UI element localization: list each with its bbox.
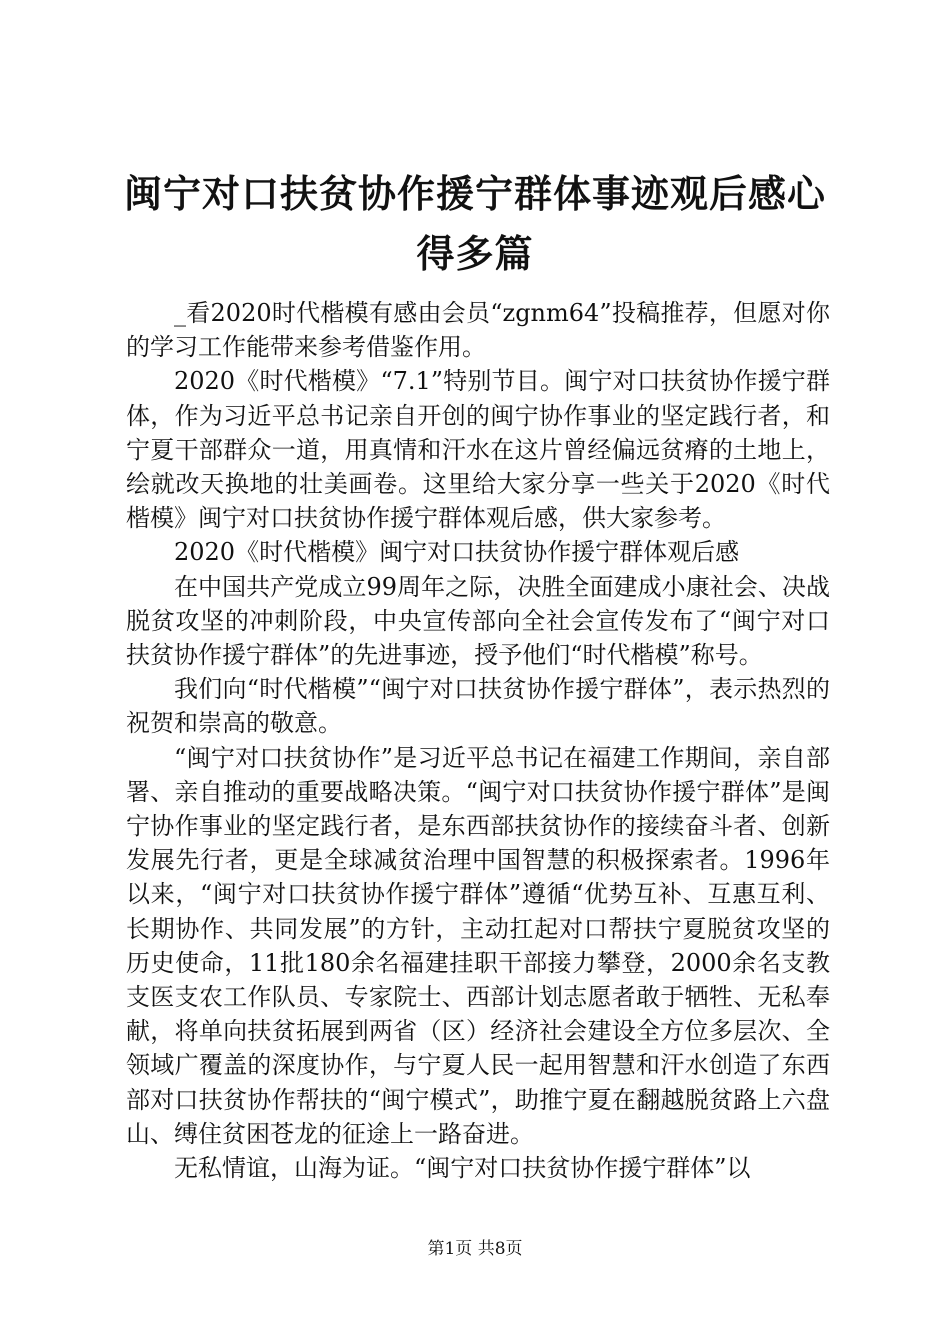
paragraph-congratulations: 我们向“时代楷模”“闽宁对口扶贫协作援宁群体”，表示热烈的祝贺和崇高的敬意。 xyxy=(126,675,830,738)
paragraph-intro: _看2020时代楷模有感由会员“zgnm64”投稿推荐，但愿对你的学习工作能带来参考借鉴作用。 xyxy=(126,299,830,362)
document-title: 闽宁对口扶贫协作援宁群体事迹观后感心得多篇 xyxy=(123,172,826,276)
document-body xyxy=(126,296,830,1185)
page-footer: 第1页 共8页 xyxy=(427,1239,523,1259)
paragraph-history: “闽宁对口扶贫协作”是习近平总书记在福建工作期间，亲自部署、亲自推动的重要战略决策。“闽宁对口扶贫协作援宁群体”是闽宁协作事业的坚定践行者，是东西部扶贫协作的接续奋斗者、创新发展先行者，更是全球减贫治理中国智慧的积极探索者。1996年以来，“闽宁对口扶贫协作援宁群体”遵循“优势互补、互惠互利、长期协作、共同发展”的方针，主动扛起对口帮扶宁夏脱贫攻坚的历史使命，11批180余名福建挂职干部接力攀登，2000余名支教支医支农工作队员、专家院士、西部计划志愿者敢于牺牲、无私奉献，将单向扶贫拓展到两省（区）经济社会建设全方位多层次、全领域广覆盖的深度协作，与宁夏人民一起用智慧和汗水创造了东西部对口扶贫协作帮扶的“闽宁模式”，助推宁夏在翻越脱贫路上六盘山、缚住贫困苍龙的征途上一路奋进。 xyxy=(126,743,830,1148)
paragraph-announcement: 在中国共产党成立99周年之际，决胜全面建成小康社会、决战脱贫攻坚的冲刺阶段，中央宣传部向全社会宣传发布了“闽宁对口扶贫协作援宁群体”的先进事迹，授予他们“时代楷模”称号。 xyxy=(126,572,830,670)
paragraph-continued: 无私情谊，山海为证。“闽宁对口扶贫协作援宁群体”以 xyxy=(174,1154,751,1183)
paragraph-background: 2020《时代楷模》“7.1”特别节目。闽宁对口扶贫协作援宁群体，作为习近平总书记亲自开创的闽宁协作事业的坚定践行者，和宁夏干部群众一道，用真情和汗水在这片曾经偏远贫瘠的土地上，绘就改天换地的壮美画卷。这里给大家分享一些关于2020《时代楷模》闽宁对口扶贫协作援宁群体观后感，供大家参考。 xyxy=(126,367,830,533)
paragraph-subheading: 2020《时代楷模》闽宁对口扶贫协作援宁群体观后感 xyxy=(174,538,740,567)
